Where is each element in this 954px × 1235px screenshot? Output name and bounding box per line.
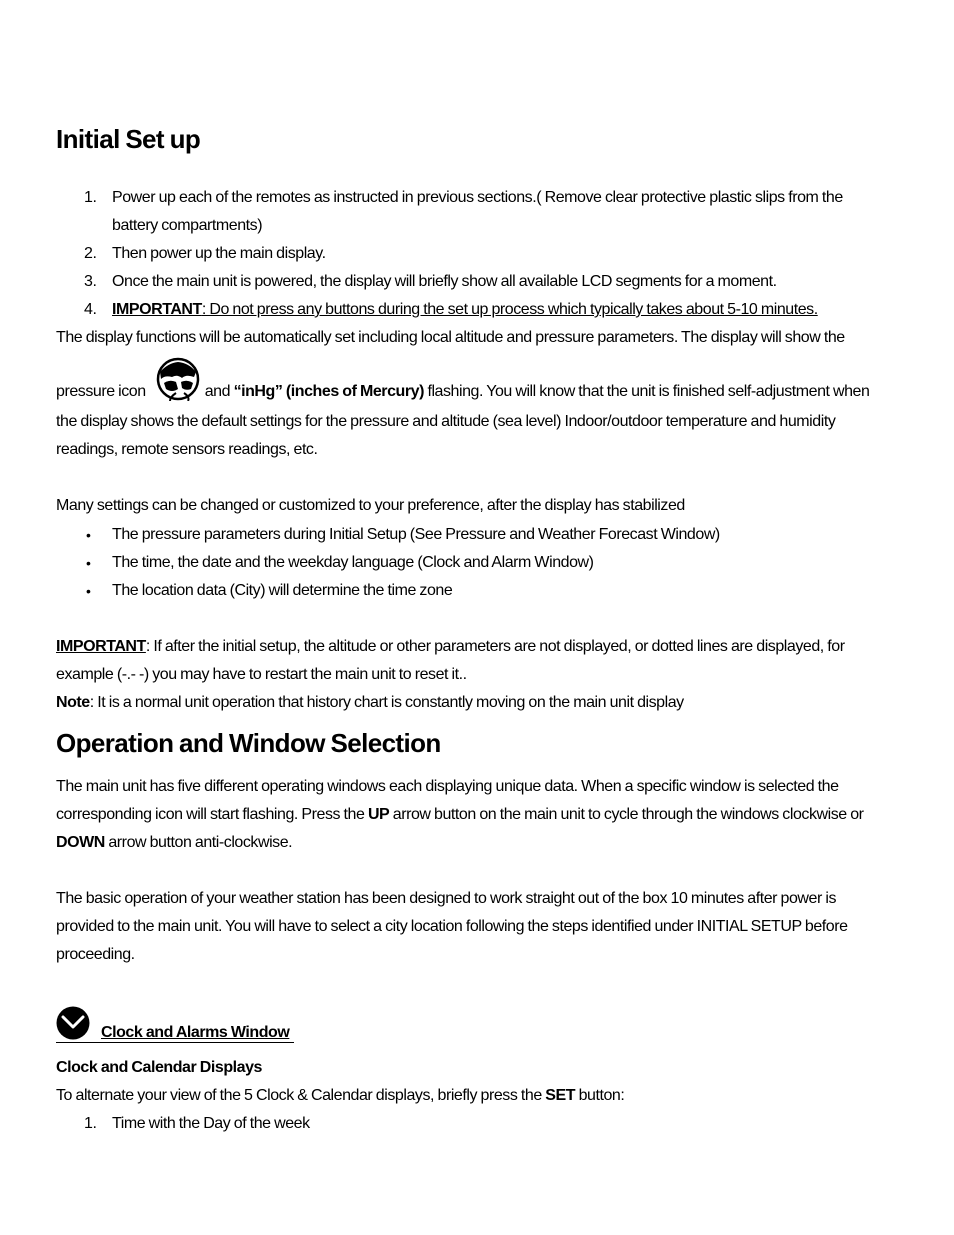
- important-paragraph: [56, 633, 845, 661]
- paragraph-text: To alternate your view of the 5 Clock & Calendar displays, briefly press the: [56, 1087, 542, 1104]
- paragraph-line: The display functions will be automatically set including local altitude and pressure parameters. The display will show the: [56, 329, 845, 346]
- window-title-text: Clock and Alarms Window: [101, 1024, 290, 1041]
- list-item: [56, 240, 898, 268]
- bullet-text: The time, the date and the weekday language (Clock and Alarm Window): [112, 554, 594, 571]
- paragraph-line: [56, 829, 292, 857]
- bullet-dot: •: [86, 583, 91, 599]
- settings-bullet-list: [56, 521, 898, 605]
- up-button-label: UP: [367, 806, 390, 823]
- note-label: Note: [56, 694, 90, 711]
- list-item-text: Once the main unit is powered, the display will briefly show all available LCD segments for a moment.: [112, 273, 777, 290]
- list-item: [56, 296, 898, 324]
- paragraph-text: arrow button anti-clockwise.: [108, 834, 293, 851]
- clock-display-list: [56, 1110, 898, 1138]
- paragraph-line: example (-.- -) you may have to restart the main unit to reset it..: [56, 666, 467, 683]
- bullet-item: [56, 521, 898, 549]
- list-item-text: : Do not press any buttons during the set up process which typically takes about 5-10 minutes.: [201, 301, 818, 318]
- list-item-text: Power up each of the remotes as instructed in previous sections.( Remove clear protective plastic slips from the: [112, 189, 843, 206]
- list-number: 1.: [84, 1115, 97, 1132]
- note-text: : It is a normal unit operation that history chart is constantly moving on the main unit display: [89, 694, 684, 711]
- inhg-label: “inHg” (inches of Mercury): [233, 383, 424, 400]
- bullet-text: The location data (City) will determine the time zone: [112, 582, 453, 599]
- list-number: 2.: [84, 245, 97, 262]
- important-label: IMPORTANT: [56, 638, 146, 655]
- paragraph-text: and: [204, 383, 231, 400]
- paragraph-line: [56, 801, 864, 829]
- clock-icon: [56, 1006, 90, 1040]
- subheading: [56, 1054, 262, 1082]
- window-title: [101, 1019, 289, 1047]
- list-item-text-cont: battery compartments): [112, 217, 263, 234]
- paragraph-line: proceeding.: [56, 946, 135, 963]
- section-heading-operation: Operation and Window Selection: [56, 728, 441, 758]
- paragraph-text: corresponding icon will start flashing. Press the: [56, 806, 365, 823]
- bullet-dot: •: [86, 555, 91, 571]
- list-number: 3.: [84, 273, 97, 290]
- paragraph-text: flashing. You will know that the unit is finished self-adjustment when: [427, 383, 870, 400]
- down-button-label: DOWN: [56, 834, 105, 851]
- bullet-dot: •: [86, 527, 91, 543]
- paragraph-line: provided to the main unit. You will have to select a city location following the steps identified under INITIAL SETUP before: [56, 918, 848, 935]
- paragraph-line: readings, remote sensors readings, etc.: [56, 441, 318, 458]
- list-number: 1.: [84, 189, 97, 206]
- pressure-icon: [156, 357, 200, 401]
- bullet-text: The pressure parameters during Initial Setup (See Pressure and Weather Forecast Window): [112, 526, 720, 543]
- note-paragraph: [56, 689, 684, 717]
- paragraph-line: The basic operation of your weather station has been designed to work straight out of the box 10 minutes after power is: [56, 890, 836, 907]
- list-item: [56, 1110, 898, 1138]
- list-number: 4.: [84, 301, 97, 318]
- list-item-text: Time with the Day of the week: [112, 1115, 310, 1132]
- section-heading-initial-setup: Initial Set up: [56, 124, 201, 154]
- paragraph-line: The main unit has five different operating windows each displaying unique data. When a specific window is selected the: [56, 778, 839, 795]
- paragraph-text: arrow button on the main unit to cycle through the windows clockwise or: [392, 806, 864, 823]
- paragraph-line: [56, 1082, 624, 1110]
- list-item: [56, 184, 898, 240]
- setup-steps-list: [56, 184, 898, 324]
- list-item-text: Then power up the main display.: [112, 245, 326, 262]
- paragraph-line: the display shows the default settings for the pressure and altitude (sea level) Indoor/outdoor temperature and humidity: [56, 413, 836, 430]
- important-label: IMPORTANT: [112, 301, 202, 318]
- paragraph-text: pressure icon: [56, 383, 146, 400]
- bullet-item: [56, 549, 898, 577]
- settings-intro: Many settings can be changed or customized to your preference, after the display has stabilized: [56, 497, 685, 514]
- subheading-text: Clock and Calendar Displays: [56, 1059, 262, 1076]
- paragraph-text: button:: [578, 1087, 625, 1104]
- bullet-item: [56, 577, 898, 605]
- list-item: [56, 268, 898, 296]
- set-button-label: SET: [545, 1087, 576, 1104]
- important-text: : If after the initial setup, the altitude or other parameters are not displayed, or dotted lines are displayed, for: [145, 638, 845, 655]
